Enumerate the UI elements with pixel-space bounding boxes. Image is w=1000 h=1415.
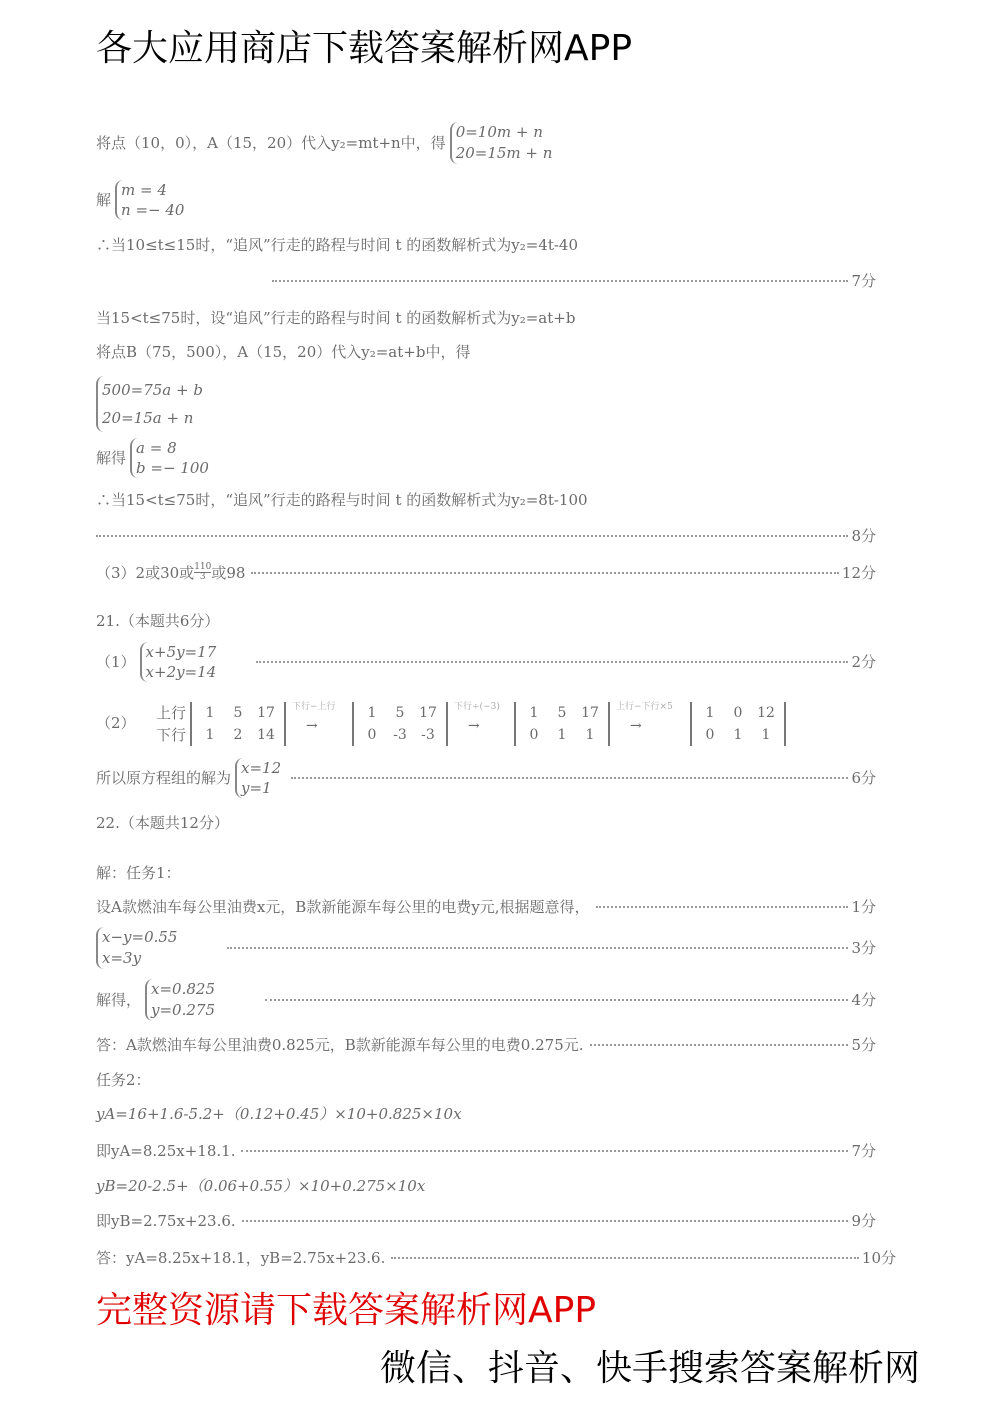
augmented-matrix bbox=[190, 702, 286, 746]
matrix-cell: 1 bbox=[761, 727, 771, 743]
q20-solution2-row bbox=[96, 438, 876, 478]
matrix-cell: 17 bbox=[257, 705, 275, 721]
equation: y=1 bbox=[241, 779, 272, 797]
leader-dots bbox=[256, 661, 848, 663]
line-text: ∴当15<t≤75时，“追风”行走的路程与时间 t 的函数解析式为y₂=8t-100 bbox=[96, 491, 588, 509]
matrix-cell: 17 bbox=[419, 705, 437, 721]
row-operation: 上行−下行×5 bbox=[616, 702, 673, 712]
q20-system1 bbox=[450, 122, 553, 164]
score: 1分 bbox=[851, 898, 876, 916]
row-labels bbox=[156, 702, 186, 746]
matrix-cell: 1 bbox=[367, 705, 377, 721]
q22-solution-row bbox=[96, 979, 876, 1021]
matrix-cell: 0 bbox=[367, 727, 377, 743]
q22-answer2 bbox=[96, 1249, 896, 1267]
arrow-icon: → bbox=[468, 718, 480, 734]
score: 10分 bbox=[861, 1249, 896, 1267]
leader-dots bbox=[590, 1044, 849, 1046]
leader-dots bbox=[391, 1257, 859, 1259]
leader-dots bbox=[96, 535, 848, 537]
arrow-icon: → bbox=[306, 718, 318, 734]
part3-text: 或98 bbox=[211, 563, 246, 582]
equation: m = 4 bbox=[121, 181, 167, 199]
equation: 0=10m + n bbox=[455, 123, 543, 141]
q20-score8-row bbox=[96, 527, 876, 545]
matrix-cell: 1 bbox=[705, 705, 715, 721]
q22-expr-ya bbox=[96, 1105, 876, 1123]
numerator: 110 bbox=[194, 562, 212, 572]
q22-system-row bbox=[96, 927, 876, 969]
equation: x=12 bbox=[241, 759, 282, 777]
equation: 20=15a + n bbox=[102, 409, 194, 427]
equation: 500=75a + b bbox=[102, 381, 203, 399]
matrix-cell: 1 bbox=[205, 727, 215, 743]
matrix-cell: -3 bbox=[393, 727, 407, 743]
solve-label: 解得 bbox=[96, 449, 127, 467]
q22-system bbox=[96, 927, 177, 969]
score: 2分 bbox=[851, 653, 876, 671]
equation: x−y=0.55 bbox=[102, 928, 178, 946]
task-label: 解：任务1： bbox=[96, 864, 181, 882]
question-title: 22.（本题共12分） bbox=[96, 814, 229, 832]
line-text: 将点（10，0），A（15，20）代入y₂=mt+n中，得 bbox=[96, 134, 446, 152]
score: 7分 bbox=[851, 272, 876, 290]
leader-dots bbox=[242, 1220, 849, 1222]
score: 8分 bbox=[851, 527, 876, 545]
matrix-cell: 0 bbox=[733, 705, 743, 721]
matrix-cell: 1 bbox=[529, 705, 539, 721]
leader-dots bbox=[227, 947, 848, 949]
q20-line3 bbox=[96, 236, 876, 254]
expression: yB=20-2.5+（0.06+0.55）×10+0.275×10x bbox=[96, 1177, 426, 1195]
row-operation: 下行÷(−3) bbox=[454, 702, 500, 712]
leader-dots bbox=[265, 999, 848, 1001]
matrix-cell: -3 bbox=[421, 727, 435, 743]
q22-yb bbox=[96, 1212, 876, 1230]
matrix-cell: 1 bbox=[585, 727, 595, 743]
equation: x=3y bbox=[102, 949, 142, 967]
augmented-matrix bbox=[690, 702, 786, 746]
watermark-center: 完整资源请下载答案解析网APP bbox=[96, 1290, 597, 1331]
equation: a = 8 bbox=[136, 439, 177, 457]
score: 7分 bbox=[851, 1142, 876, 1160]
matrix-cell: 1 bbox=[733, 727, 743, 743]
q21-conclusion bbox=[96, 758, 876, 798]
score: 6分 bbox=[851, 769, 876, 787]
q22-ya bbox=[96, 1142, 876, 1160]
matrix-cell: 5 bbox=[395, 705, 405, 721]
matrix-cell: 2 bbox=[233, 727, 243, 743]
matrix-cell: 1 bbox=[557, 727, 567, 743]
equation: n =− 40 bbox=[121, 201, 185, 219]
part-label: （1） bbox=[96, 653, 136, 671]
score: 4分 bbox=[851, 991, 876, 1009]
expression: 即yB=2.75x+23.6. bbox=[96, 1212, 236, 1230]
leader-dots bbox=[272, 280, 848, 282]
arrow-icon: → bbox=[630, 718, 642, 734]
equation: y=0.275 bbox=[151, 1001, 215, 1019]
solve-label: 解 bbox=[96, 191, 112, 209]
augmented-matrix bbox=[514, 702, 610, 746]
q20-part3 bbox=[96, 563, 876, 582]
equation: x=0.825 bbox=[151, 980, 215, 998]
equation: x+2y=14 bbox=[145, 663, 217, 681]
q20-line7 bbox=[96, 491, 876, 509]
line-text: 所以原方程组的解为 bbox=[96, 769, 232, 787]
row-label: 上行 bbox=[156, 704, 187, 722]
leader-dots bbox=[596, 906, 849, 908]
q21-system bbox=[140, 642, 217, 682]
q21-title bbox=[96, 612, 876, 630]
part3-text: （3）2或30或 bbox=[96, 563, 195, 582]
augmented-matrix bbox=[352, 702, 448, 746]
q20-system2 bbox=[96, 376, 203, 432]
answer-text: 答：yA=8.25x+18.1，yB=2.75x+23.6. bbox=[96, 1249, 386, 1267]
q20-line5 bbox=[96, 343, 876, 361]
row-label: 下行 bbox=[156, 726, 187, 744]
line-text: ∴当10≤t≤15时，“追风”行走的路程与时间 t 的函数解析式为y₂=4t-40 bbox=[96, 236, 579, 254]
q22-setup bbox=[96, 898, 876, 916]
matrix-cell: 5 bbox=[233, 705, 243, 721]
leader-dots bbox=[251, 572, 838, 574]
line-text: 当15<t≤75时，设“追风”行走的路程与时间 t 的函数解析式为y₂=at+b bbox=[96, 309, 576, 327]
leader-dots bbox=[291, 777, 848, 779]
q20-score7-row bbox=[96, 272, 876, 290]
task-label: 任务2： bbox=[96, 1071, 151, 1089]
fraction bbox=[194, 563, 211, 582]
denominator: 3 bbox=[199, 572, 206, 582]
score: 5分 bbox=[851, 1036, 876, 1054]
q21-part1 bbox=[96, 642, 876, 682]
matrix-cell: 17 bbox=[581, 705, 599, 721]
q22-solution bbox=[145, 979, 215, 1021]
q20-solution1 bbox=[115, 180, 184, 220]
q20-solution1-row bbox=[96, 180, 876, 220]
q20-system2-row bbox=[96, 376, 876, 432]
answer-text: 答：A款燃油车每公里油费0.825元，B款新能源车每公里的电费0.275元. bbox=[96, 1036, 584, 1054]
q21-part2-label: （2） bbox=[96, 714, 136, 732]
watermark-bottom-right: 微信、抖音、快手搜索答案解析网 bbox=[380, 1348, 921, 1389]
q22-expr-yb bbox=[96, 1177, 876, 1195]
q20-line4 bbox=[96, 309, 876, 327]
question-title: 21.（本题共6分） bbox=[96, 612, 220, 630]
score: 3分 bbox=[851, 939, 876, 957]
matrix-cell: 0 bbox=[529, 727, 539, 743]
matrix-cell: 12 bbox=[757, 705, 775, 721]
q22-answer1 bbox=[96, 1036, 876, 1054]
equation: b =− 100 bbox=[136, 459, 209, 477]
score: 9分 bbox=[851, 1212, 876, 1230]
equation: 20=15m + n bbox=[455, 144, 553, 162]
q20-solution2 bbox=[130, 438, 209, 478]
line-text: 设A款燃油车每公里油费x元，B款新能源车每公里的电费y元,根据题意得， bbox=[96, 898, 590, 916]
watermark-top-left: 各大应用商店下载答案解析网APP bbox=[96, 28, 633, 69]
q22-title bbox=[96, 814, 876, 832]
q22-task2 bbox=[96, 1071, 876, 1089]
q22-task1 bbox=[96, 864, 876, 882]
expression: yA=16+1.6-5.2+（0.12+0.45）×10+0.825×10x bbox=[96, 1105, 462, 1123]
solve-label: 解得， bbox=[96, 991, 142, 1009]
equation: x+5y=17 bbox=[145, 643, 217, 661]
q21-solution bbox=[235, 758, 281, 798]
matrix-cell: 14 bbox=[257, 727, 275, 743]
score: 12分 bbox=[841, 563, 876, 582]
matrix-cell: 0 bbox=[705, 727, 715, 743]
matrix-cell: 5 bbox=[557, 705, 567, 721]
line-text: 将点B（75，500），A（15，20）代入y₂=at+b中，得 bbox=[96, 343, 471, 361]
row-operation: 下行−上行 bbox=[292, 702, 336, 712]
matrix-cell: 1 bbox=[205, 705, 215, 721]
expression: 即yA=8.25x+18.1. bbox=[96, 1142, 236, 1160]
q20-line1 bbox=[96, 122, 876, 164]
leader-dots bbox=[241, 1150, 848, 1152]
